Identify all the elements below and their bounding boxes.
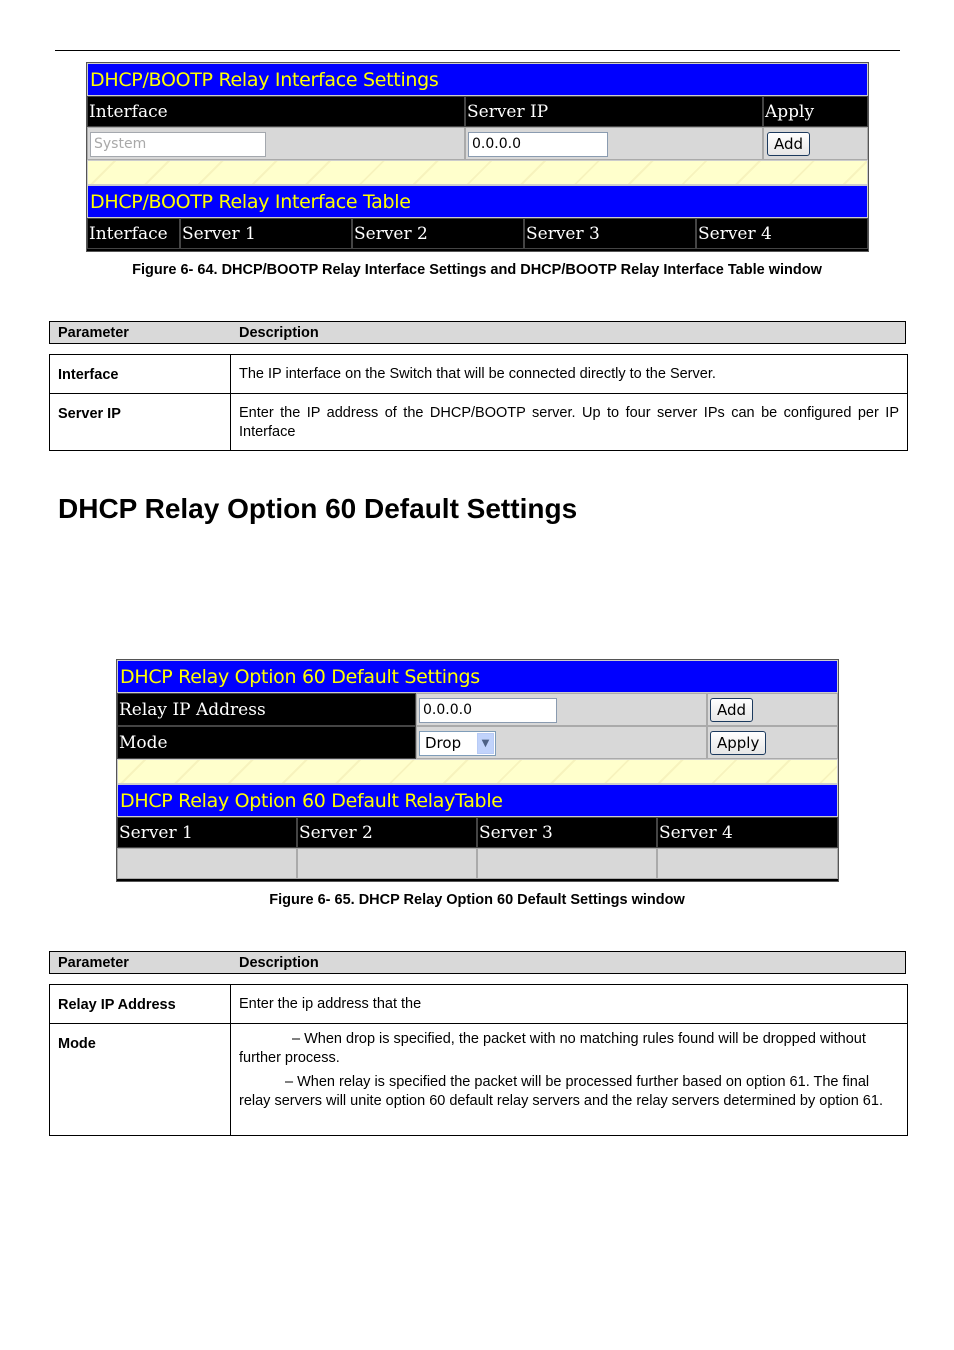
mode-drop-desc: – When drop is specified, the packet with no matching rules found will be dropped without further process. [239, 1031, 866, 1066]
param-name: Mode [50, 1024, 231, 1135]
table-col-server-1: Server 1 [180, 218, 352, 249]
server-ip-input[interactable]: 0.0.0.0 [468, 132, 608, 157]
col-server-ip: Server IP [465, 96, 763, 127]
empty-cell [657, 848, 838, 879]
decorative-strip [117, 759, 838, 784]
relay-interface-settings-title: DHCP/BOOTP Relay Interface Settings [87, 63, 868, 96]
add-button[interactable]: Add [767, 132, 810, 156]
table-row [50, 1023, 907, 1135]
table-col-server-2: Server 2 [352, 218, 524, 249]
param-table-2 [49, 984, 908, 1136]
section-heading: DHCP Relay Option 60 Default Settings [58, 493, 578, 524]
param-desc: Enter the IP address of the DHCP/BOOTP server. Up to four server IPs can be configured per IP Interface [239, 405, 899, 440]
add-button[interactable]: Add [710, 698, 753, 722]
decorative-strip [87, 160, 868, 185]
empty-cell [297, 848, 477, 879]
table-col-interface: Interface [87, 218, 180, 249]
col-apply: Apply [763, 96, 868, 127]
relay-interface-panel [86, 62, 869, 252]
mode-relay-desc: – When relay is specified the packet will be processed further based on option 61. The final relay servers will unite option 60 default relay servers and the relay servers determined by option 61. [239, 1074, 883, 1109]
interface-name-input[interactable]: System [90, 132, 266, 157]
chevron-down-icon[interactable]: ▼ [477, 733, 494, 754]
figure-64-caption: Figure 6- 64. DHCP/BOOTP Relay Interface Settings and DHCP/BOOTP Relay Interface Table window [132, 262, 822, 278]
table-col-server-2: Server 2 [297, 817, 477, 848]
figure-65-caption: Figure 6- 65. DHCP Relay Option 60 Default Settings window [269, 892, 685, 908]
empty-cell [117, 848, 297, 879]
param-name: Server IP [50, 394, 231, 450]
option60-settings-title: DHCP Relay Option 60 Default Settings [117, 660, 838, 693]
param-desc: Enter the ip address that the [239, 996, 422, 1012]
param-col-label: Parameter [58, 325, 129, 341]
param-table-1 [49, 354, 908, 451]
table-row [50, 355, 907, 393]
mode-select[interactable] [419, 731, 496, 756]
table-col-server-3: Server 3 [477, 817, 657, 848]
desc-col-label: Description [239, 325, 319, 341]
top-rule [55, 50, 900, 51]
param-col-label: Parameter [58, 955, 129, 971]
table-col-server-3: Server 3 [524, 218, 696, 249]
relay-interface-table-title: DHCP/BOOTP Relay Interface Table [87, 185, 868, 218]
param-table-1-header [49, 321, 906, 344]
table-col-server-4: Server 4 [696, 218, 868, 249]
mode-select-value: Drop [425, 734, 462, 752]
apply-button[interactable]: Apply [710, 731, 766, 755]
mode-label: Mode [117, 726, 416, 759]
empty-cell [477, 848, 657, 879]
option60-table-title: DHCP Relay Option 60 Default RelayTable [117, 784, 838, 817]
param-desc: The IP interface on the Switch that will be connected directly to the Server. [239, 366, 716, 382]
param-table-2-header [49, 951, 906, 974]
desc-col-label: Description [239, 955, 319, 971]
option60-panel [116, 659, 839, 882]
table-col-server-1: Server 1 [117, 817, 297, 848]
table-row [50, 393, 907, 450]
relay-ip-label: Relay IP Address [117, 693, 416, 726]
param-name: Interface [50, 355, 231, 393]
relay-ip-input[interactable]: 0.0.0.0 [419, 698, 557, 723]
table-row [50, 985, 907, 1023]
param-name: Relay IP Address [50, 985, 231, 1023]
table-col-server-4: Server 4 [657, 817, 838, 848]
col-interface: Interface [87, 96, 465, 127]
